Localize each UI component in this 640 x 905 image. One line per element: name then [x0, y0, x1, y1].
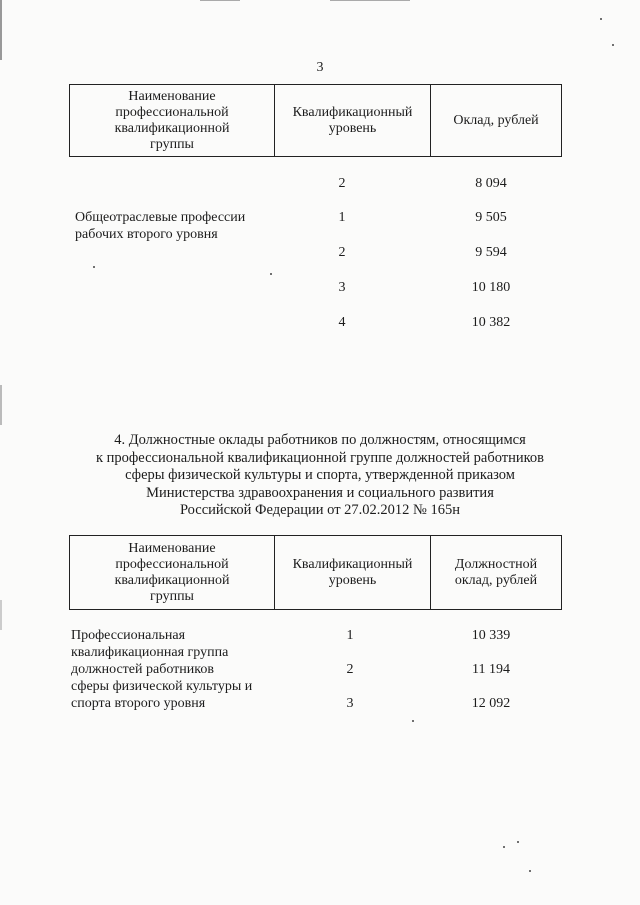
group-name-line: рабочих второго уровня — [75, 227, 218, 242]
header-line: уровень — [328, 572, 377, 588]
table2-level: 2 — [346, 662, 354, 677]
table2-salary: 11 194 — [472, 662, 510, 677]
scan-speck — [529, 870, 531, 872]
table1-header-level — [275, 85, 431, 157]
header-line: квалификационной — [114, 120, 230, 136]
table1-salary: 9 594 — [475, 245, 507, 260]
table1-level: 1 — [338, 210, 346, 225]
heading-line: к профессиональной квалификационной группе должностей работников — [95, 449, 545, 466]
table1-header-group — [70, 85, 275, 157]
header-line: квалификационной — [114, 572, 230, 588]
scan-speck — [93, 266, 95, 268]
table1-group-name — [75, 209, 245, 243]
table1-level: 2 — [338, 245, 346, 260]
section4-heading — [60, 432, 580, 520]
header-line: Квалификационный — [292, 556, 413, 572]
scan-edge-mark — [0, 0, 2, 60]
table2-level: 1 — [346, 628, 354, 643]
scan-speck — [270, 273, 272, 275]
table2-salary: 12 092 — [471, 696, 511, 711]
scan-speck — [503, 846, 505, 848]
heading-line: Российской Федерации от 27.02.2012 № 165н — [179, 502, 461, 519]
table2-level: 3 — [346, 696, 354, 711]
table1-salary: 10 382 — [471, 315, 511, 330]
group-name-line: Общеотраслевые профессии — [75, 210, 246, 225]
table2-salary: 10 339 — [471, 628, 511, 643]
table2-group-name — [71, 627, 252, 712]
table1-salary: 8 094 — [475, 176, 507, 191]
header-line: Наименование — [128, 540, 216, 556]
header-line: Квалификационный — [292, 104, 413, 120]
scan-speck — [600, 18, 602, 20]
table1-level: 2 — [338, 176, 346, 191]
table1-level: 3 — [338, 280, 346, 295]
header-line: Наименование — [128, 88, 216, 104]
table1-salary: 9 505 — [475, 210, 507, 225]
page-number: 3 — [316, 60, 324, 75]
header-line: профессиональной — [115, 556, 229, 572]
group-name-line: сферы физической культуры и — [71, 679, 253, 694]
scan-speck — [517, 841, 519, 843]
group-name-line: должностей работников — [71, 662, 214, 677]
heading-line: Министерства здравоохранения и социального развития — [146, 484, 494, 501]
scan-speck — [612, 44, 614, 46]
table1-level: 4 — [338, 315, 346, 330]
header-line: уровень — [328, 120, 377, 136]
heading-line: сферы физической культуры и спорта, утвержденной приказом — [125, 467, 515, 484]
header-line: группы — [150, 588, 194, 604]
table1-salary: 10 180 — [471, 280, 511, 295]
table2-header-salary — [431, 536, 562, 610]
header-line: оклад, рублей — [454, 572, 538, 588]
table2-header — [69, 535, 562, 610]
group-name-line: спорта второго уровня — [71, 696, 206, 711]
scan-top-mark — [330, 0, 410, 1]
header-line: Оклад, рублей — [453, 112, 539, 128]
table2-header-level — [275, 536, 431, 610]
scan-top-mark — [200, 0, 240, 1]
table1-header — [69, 84, 562, 157]
table1-header-salary — [431, 85, 562, 157]
table2-header-group — [70, 536, 275, 610]
scan-edge-mark — [0, 385, 2, 425]
group-name-line: квалификационная группа — [71, 645, 229, 660]
header-line: профессиональной — [115, 104, 229, 120]
header-line: Должностной — [454, 556, 538, 572]
group-name-line: Профессиональная — [71, 628, 186, 643]
scan-edge-mark — [0, 600, 2, 630]
heading-line: 4. Должностные оклады работников по должностям, относящимся — [114, 432, 526, 448]
scan-speck — [412, 720, 414, 722]
header-line: группы — [150, 136, 194, 152]
